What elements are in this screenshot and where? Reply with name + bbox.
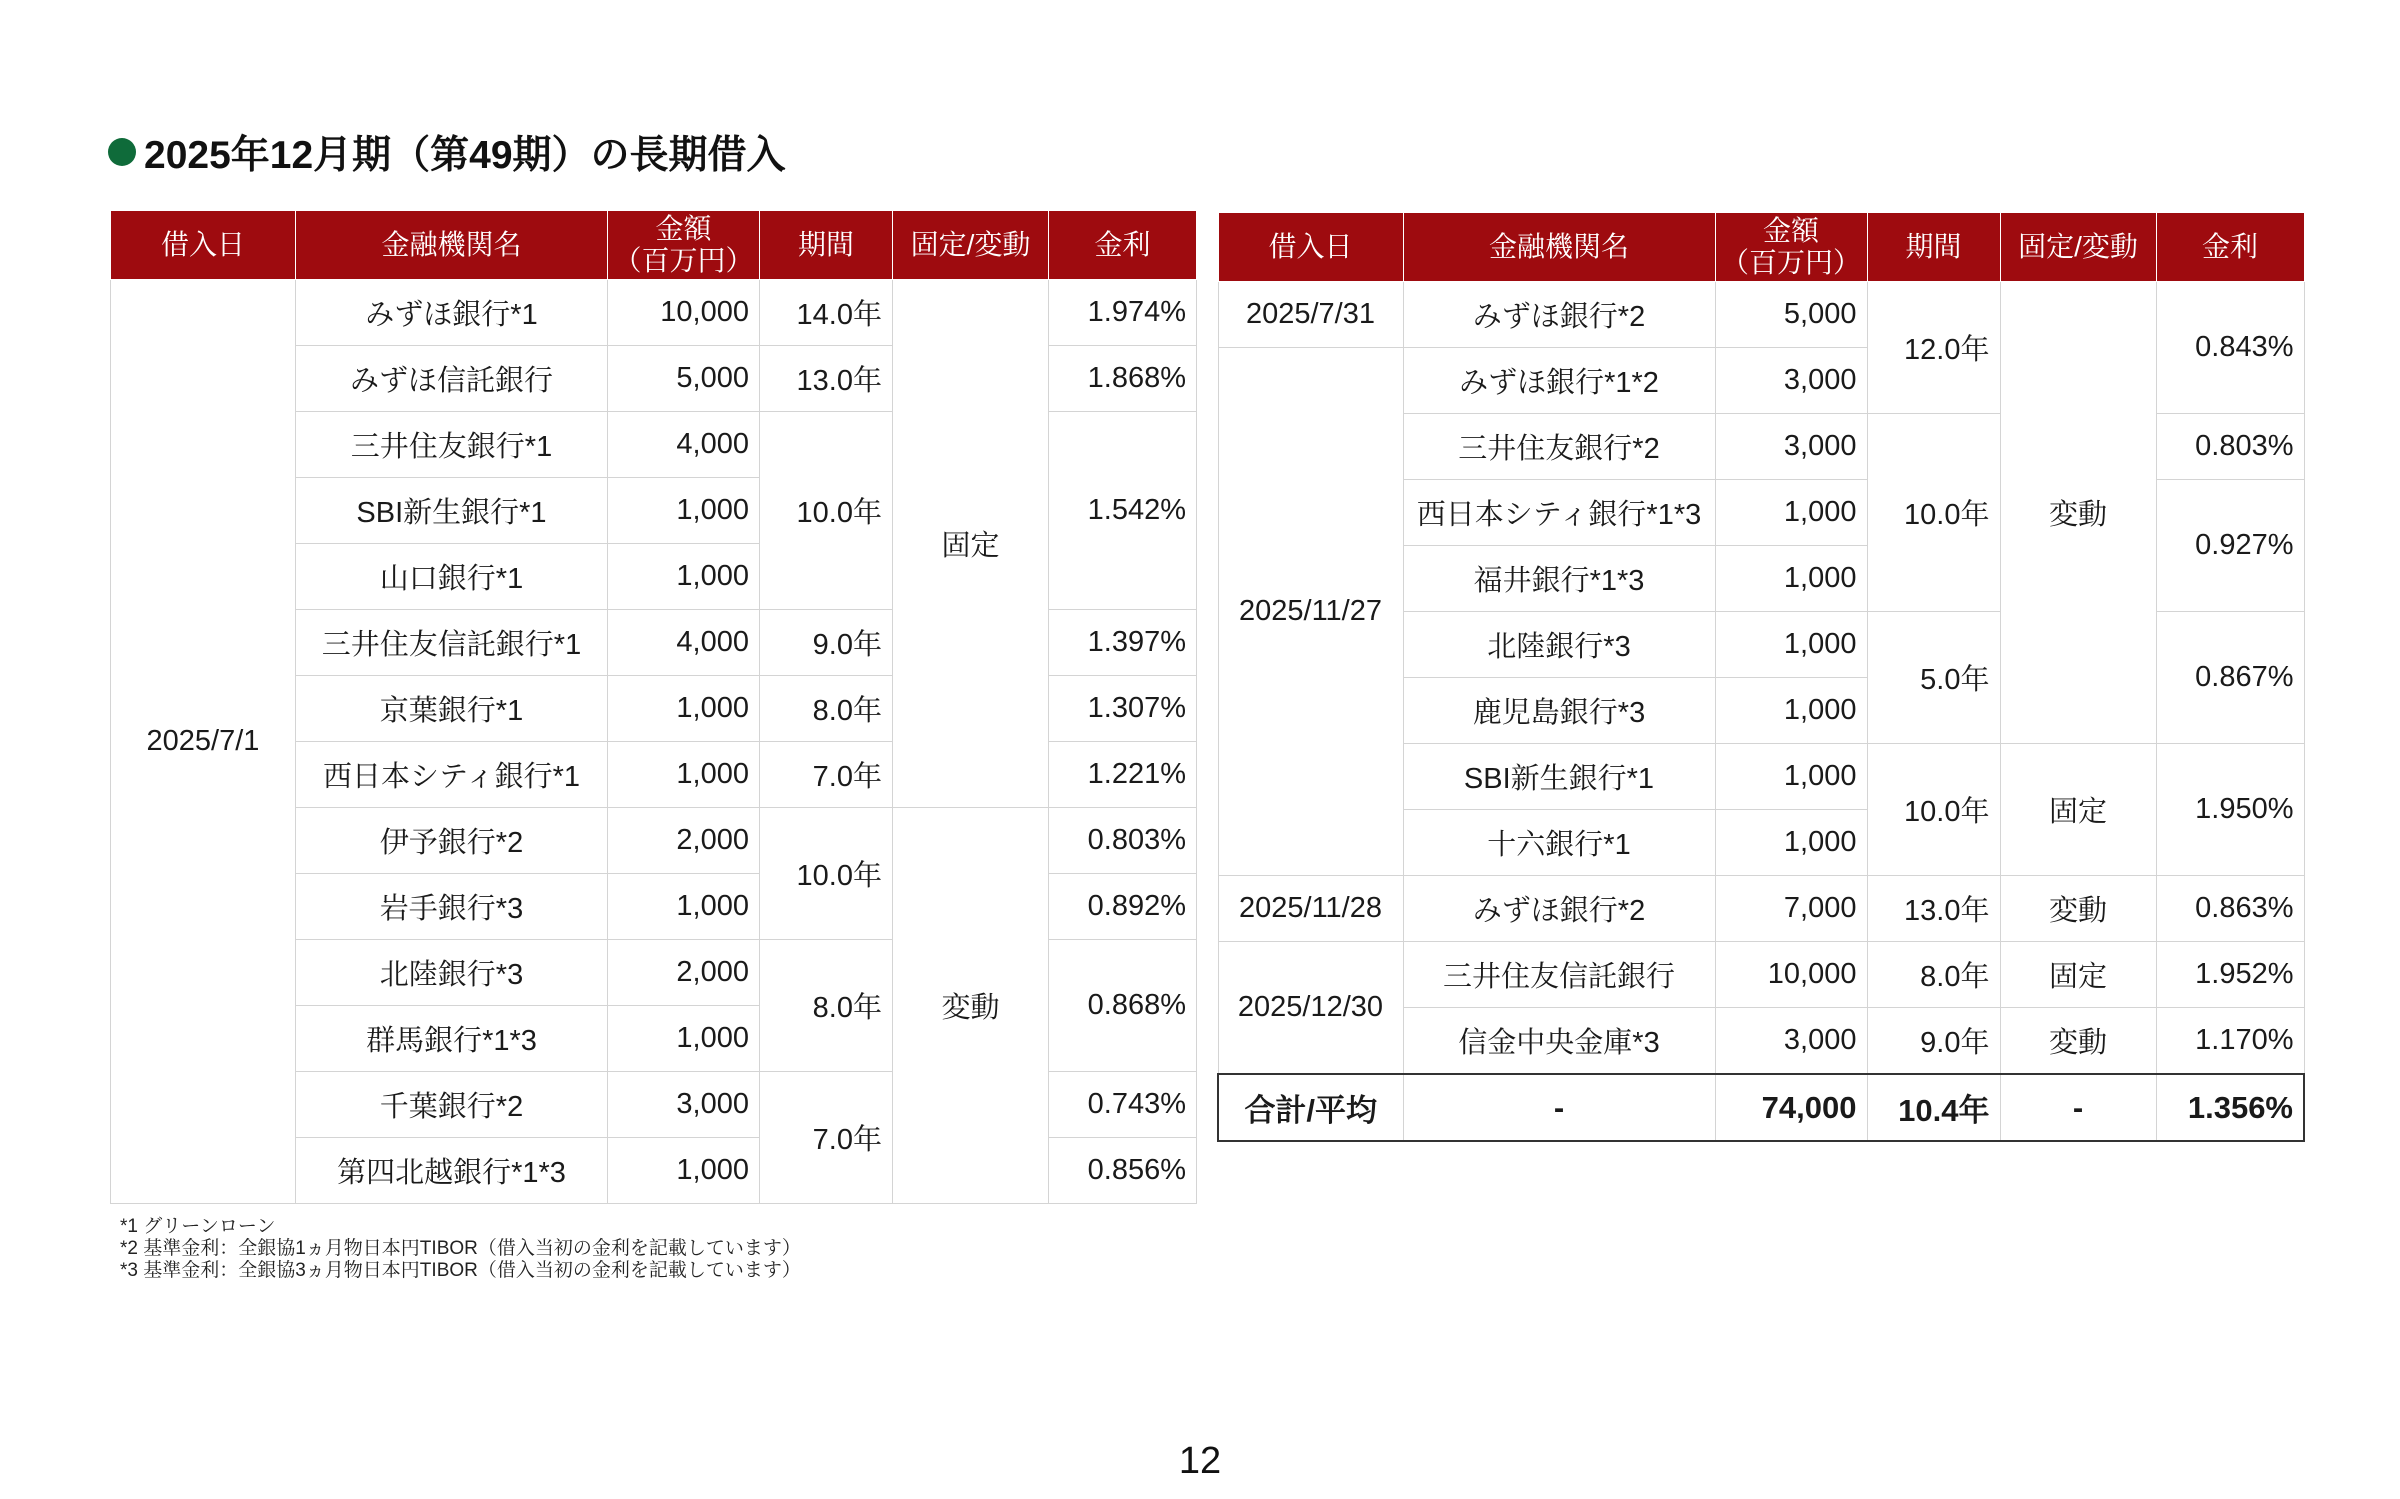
rate-cell: 1.950% [2156,744,2304,876]
amount-cell: 2,000 [608,808,760,874]
amount-cell: 3,000 [608,1072,760,1138]
total-bank: - [1403,1074,1715,1141]
footnotes [120,1216,801,1282]
amount-cell: 1,000 [1715,744,1867,810]
amount-cell: 1,000 [1715,546,1867,612]
total-label: 合計/平均 [1218,1074,1403,1141]
amount-cell: 3,000 [1715,414,1867,480]
bank-cell: 伊予銀行*2 [296,808,608,874]
term-cell: 13.0年 [760,346,893,412]
bank-cell: 三井住友銀行*2 [1403,414,1715,480]
rate-cell: 0.803% [1049,808,1197,874]
term-cell: 10.0年 [1867,744,2000,876]
rate-cell: 0.803% [2156,414,2304,480]
term-cell: 9.0年 [1867,1008,2000,1075]
type-cell: 変動 [893,808,1049,1204]
term-cell: 10.0年 [760,808,893,940]
footnote-2: *2 基準金利：全銀協1ヵ月物日本円TIBOR（借入当初の金利を記載しています） [120,1238,801,1259]
amount-cell: 4,000 [608,610,760,676]
amount-cell: 1,000 [608,1006,760,1072]
term-cell: 8.0年 [760,940,893,1072]
footnote-1: *1 グリーンローン [120,1216,276,1237]
rate-cell: 0.863% [2156,876,2304,942]
bank-cell: 京葉銀行*1 [296,676,608,742]
amount-cell: 10,000 [608,280,760,346]
type-cell: 変動 [2000,876,2156,942]
rate-cell: 0.927% [2156,480,2304,612]
loans-table-left [110,210,1197,1204]
amount-cell: 3,000 [1715,348,1867,414]
total-amount: 74,000 [1715,1074,1867,1141]
type-cell: 固定 [2000,744,2156,876]
term-cell: 9.0年 [760,610,893,676]
rate-cell: 1.170% [2156,1008,2304,1075]
loan-date-cell: 2025/7/31 [1218,282,1403,348]
amount-cell: 1,000 [1715,480,1867,546]
header-date: 借入日 [111,211,296,280]
loan-date-cell: 2025/7/1 [111,280,296,1204]
amount-cell: 7,000 [1715,876,1867,942]
bank-cell: 千葉銀行*2 [296,1072,608,1138]
term-cell: 10.0年 [1867,414,2000,612]
bank-cell: SBI新生銀行*1 [296,478,608,544]
page-title-text: 2025年12月期（第49期）の長期借入 [144,134,786,177]
amount-cell: 1,000 [608,676,760,742]
header-type: 固定/変動 [2000,213,2156,282]
amount-cell: 5,000 [1715,282,1867,348]
rate-cell: 0.892% [1049,874,1197,940]
amount-cell: 1,000 [608,742,760,808]
footnote-3: *3 基準金利：全銀協3ヵ月物日本円TIBOR（借入当初の金利を記載しています） [120,1260,801,1281]
table-row [1218,876,2304,942]
loans-table-right [1217,212,2305,1142]
amount-cell: 1,000 [1715,612,1867,678]
total-term: 10.4年 [1867,1074,2000,1141]
type-cell: 変動 [2000,1008,2156,1075]
amount-cell: 1,000 [1715,678,1867,744]
amount-cell: 1,000 [1715,810,1867,876]
rate-cell: 1.307% [1049,676,1197,742]
amount-cell: 10,000 [1715,942,1867,1008]
bank-cell: みずほ銀行*2 [1403,876,1715,942]
term-cell: 8.0年 [1867,942,2000,1008]
term-cell: 7.0年 [760,742,893,808]
bank-cell: 西日本シティ銀行*1*3 [1403,480,1715,546]
total-type: - [2000,1074,2156,1141]
bank-cell: 山口銀行*1 [296,544,608,610]
header-date: 借入日 [1218,213,1403,282]
term-cell: 5.0年 [1867,612,2000,744]
term-cell: 14.0年 [760,280,893,346]
amount-cell: 4,000 [608,412,760,478]
amount-cell: 2,000 [608,940,760,1006]
table-header-row [111,211,1197,280]
header-bank: 金融機関名 [296,211,608,280]
amount-cell: 1,000 [608,478,760,544]
rate-cell: 0.743% [1049,1072,1197,1138]
rate-cell: 1.542% [1049,412,1197,610]
rate-cell: 0.843% [2156,282,2304,414]
bank-cell: 西日本シティ銀行*1 [296,742,608,808]
header-term: 期間 [1867,213,2000,282]
rate-cell: 1.221% [1049,742,1197,808]
bank-cell: 三井住友銀行*1 [296,412,608,478]
loan-date-cell: 2025/11/27 [1218,348,1403,876]
table-row [111,280,1197,346]
rate-cell: 1.974% [1049,280,1197,346]
rate-cell: 1.952% [2156,942,2304,1008]
rate-cell: 0.867% [2156,612,2304,744]
bank-cell: 福井銀行*1*3 [1403,546,1715,612]
term-cell: 7.0年 [760,1072,893,1204]
bank-cell: 群馬銀行*1*3 [296,1006,608,1072]
header-amount: 金額 （百万円） [608,211,760,280]
header-bank: 金融機関名 [1403,213,1715,282]
bank-cell: 北陸銀行*3 [296,940,608,1006]
header-type: 固定/変動 [893,211,1049,280]
header-term: 期間 [760,211,893,280]
bank-cell: みずほ銀行*1 [296,280,608,346]
total-rate: 1.356% [2156,1074,2304,1141]
bank-cell: みずほ銀行*1*2 [1403,348,1715,414]
rate-cell: 0.868% [1049,940,1197,1072]
type-cell: 固定 [893,280,1049,808]
loan-date-cell: 2025/12/30 [1218,942,1403,1075]
bank-cell: 第四北越銀行*1*3 [296,1138,608,1204]
table-row [1218,282,2304,348]
page-number: 12 [1178,1440,1222,1482]
table-header-row [1218,213,2304,282]
bank-cell: 信金中央金庫*3 [1403,1008,1715,1075]
bank-cell: 鹿児島銀行*3 [1403,678,1715,744]
term-cell: 12.0年 [1867,282,2000,414]
header-rate: 金利 [1049,211,1197,280]
table-row [1218,942,2304,1008]
amount-cell: 1,000 [608,1138,760,1204]
total-row [1218,1074,2304,1141]
bank-cell: みずほ銀行*2 [1403,282,1715,348]
header-amount: 金額 （百万円） [1715,213,1867,282]
amount-cell: 1,000 [608,544,760,610]
bank-cell: 十六銀行*1 [1403,810,1715,876]
amount-cell: 5,000 [608,346,760,412]
term-cell: 10.0年 [760,412,893,610]
bullet-icon [108,138,136,166]
rate-cell: 1.397% [1049,610,1197,676]
page-title [108,122,786,182]
rate-cell: 0.856% [1049,1138,1197,1204]
rate-cell: 1.868% [1049,346,1197,412]
type-cell: 変動 [2000,282,2156,744]
bank-cell: 三井住友信託銀行 [1403,942,1715,1008]
type-cell: 固定 [2000,942,2156,1008]
bank-cell: 三井住友信託銀行*1 [296,610,608,676]
loan-date-cell: 2025/11/28 [1218,876,1403,942]
amount-cell: 1,000 [608,874,760,940]
bank-cell: SBI新生銀行*1 [1403,744,1715,810]
amount-cell: 3,000 [1715,1008,1867,1075]
bank-cell: 北陸銀行*3 [1403,612,1715,678]
term-cell: 8.0年 [760,676,893,742]
bank-cell: みずほ信託銀行 [296,346,608,412]
bank-cell: 岩手銀行*3 [296,874,608,940]
term-cell: 13.0年 [1867,876,2000,942]
header-rate: 金利 [2156,213,2304,282]
